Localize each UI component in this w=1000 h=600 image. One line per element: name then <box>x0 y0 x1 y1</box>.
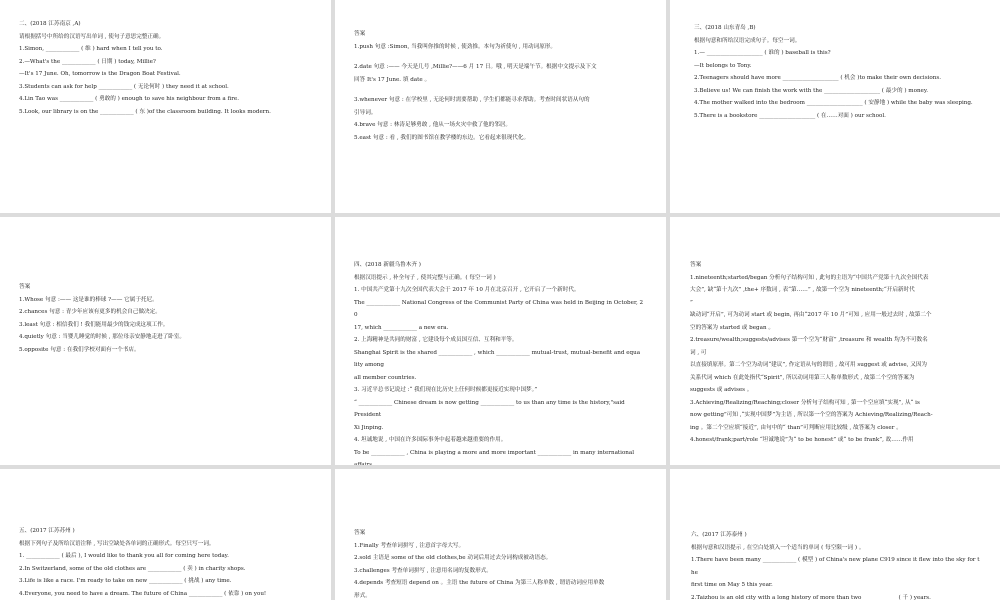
text-line: —It's 17 June. Oh, tomorrow is the Dragon Boat Festival. <box>19 71 181 77</box>
text-line: 3. 习近平总书记说过 :“ 我们现在比历史上任何时候都更接近实现中国梦。” <box>354 387 538 393</box>
text-line: 4. 坦诚地说 , 中国在许多国际事务中起着越来越重要的作用。 <box>354 437 507 443</box>
text-line: 2. 上海精神是共同的财富 , 它建设每个成员国互信、互利和平等。 <box>354 337 518 343</box>
text-line: 1.Simon, ____________ ( 维 ) hard when I tell you to. <box>19 46 163 52</box>
text-line: 3.challenges 考查单词拼写 , 注意用名词的复数形式。 <box>354 567 492 574</box>
text-line: all member countries. <box>354 374 417 381</box>
text-line: 5.Look, our library is on the ____________ ( 东 )of the classroom building. It looks modern. <box>19 108 271 115</box>
text-line: 4.brave 句意 : 林涛足够勇敢 , 他从一场火灾中救了他的邻居。 <box>354 122 512 128</box>
section-heading: 答案 <box>354 31 366 37</box>
page-3 <box>670 0 1000 213</box>
text-line: 3.whenever 句意 : 在学校里 , 无论何时需要帮助 , 学生们都能寻求帮助。考查时间状语从句的 <box>354 97 590 103</box>
text-line: Shanghai Spirit is the shared ____________ , which ____________ mutual-trust, mutual-benefit and equa <box>354 349 641 356</box>
text-line: 关系代词 which 在此处指代“Spirit”, 所以动词用第三人称单数形式 , 故第二个空的答案为 <box>690 374 915 381</box>
text-line: 3.Believe us! We can finish the work with the ____________________ ( 最少的 ) money. <box>694 87 929 94</box>
text-line: To be ____________ , China is playing a more and more important ____________ in many international <box>354 449 635 456</box>
text-line: 大会”, 缺“第十九次” ,the+ 序数词 , 表“第……” , 故第一个空为 nineteenth;“开启新时代 <box>690 287 915 293</box>
text-line: 2.sold 主语是 some of the old clothes,be 动词后用过去分词构成被动语态。 <box>354 555 552 561</box>
text-line: The ____________ National Congress of the Communist Party of China was held in Beijing in October, 2 <box>354 299 644 306</box>
text-line: 词 , 可 <box>690 349 707 356</box>
section-heading: 四、(2018 新疆乌鲁木齐 ) <box>354 262 421 268</box>
text-line: ” <box>690 299 693 306</box>
text-line: 4.honest/frank;part/role “坦诚地说”为“ to be honest” 或“ to be frank”, 故……作用 <box>690 437 914 443</box>
text-line: 1.Whose 句意 :—— 这是谁的棒球 ?—— 它属于托尼。 <box>19 296 158 303</box>
text-line: 1.There have been many ____________ ( 模型 ) of China's new plane C919 since it flew into the sky for t <box>691 557 980 563</box>
text-line: first time on May 5 this year. <box>691 582 773 588</box>
text-line: 回答 It's 17 June. 填 date 。 <box>354 76 431 83</box>
text-line: 引导词。 <box>354 109 377 116</box>
text-line: 1.nineteenth;started/began 分析句子结构可知 , 此句的主语为“中国共产党第十九次全国代表 <box>690 274 929 281</box>
text-line: 以直接填原形。第二个空为动词“建议”, 作定语从句的谓语 , 故可用 suggest 或 advise, 又因为 <box>690 362 928 368</box>
text-line: 1. 中国共产党第十九次全国代表大会于 2017 年 10 月在北京召开 , 它开启了一个新时代。 <box>354 287 580 293</box>
text-line: 3.Achieving/Realizing/Reaching;closer 分析句子结构可知 , 第一个空应填“实现”, 从“ is <box>690 399 920 406</box>
text-line: Xi Jinping. <box>354 424 384 431</box>
section-heading: 六、(2017 江苏泰州 ) <box>691 532 747 538</box>
page-8 <box>335 469 666 600</box>
text-line: 2.treasure/wealth;suggests/advises 第一个空为“财富” ,treasure 和 wealth 均为不可数名 <box>690 337 928 343</box>
text-line: suggests 或 advises 。 <box>690 387 753 393</box>
text-line: 3.least 句意 : 相信我们 ! 我们能用最少的钱完成这项工作。 <box>19 321 169 328</box>
text-line: “ ____________ Chinese dream is now getting ____________ to us than any time is the history,"said <box>354 399 625 406</box>
spacer <box>354 86 666 94</box>
text-line: ing 。第二个空应填“接近”, 由句中的“ than”可判断应用比较级 , 故答案为 closer 。 <box>690 424 902 431</box>
page-6 <box>670 217 1000 465</box>
text-line: 根据句意和汉语提示 , 在空白处填入一个适当的单词 ( 每空限一词 ) 。 <box>691 544 865 551</box>
text-line: 空的答案为 started 或 began 。 <box>690 324 774 331</box>
text-line: 5.There is a bookstore ____________________ ( 在……对面 ) our school. <box>694 112 886 119</box>
text-line: he <box>691 569 698 576</box>
text-line: President <box>354 412 382 418</box>
text-line: 根据汉语提示 , 补全句子 , 使其完整与正确。( 每空一词 ) <box>354 274 496 281</box>
text-line: 形式。 <box>354 592 371 599</box>
text-line: —It belongs to Tony. <box>694 62 752 69</box>
page-2 <box>335 0 666 213</box>
text-line: 0 <box>354 312 358 318</box>
section-heading: 答案 <box>690 262 702 268</box>
page-7 <box>0 469 331 600</box>
text-line: 4.Everyone, you need to have a dream. The future of China ____________ ( 依靠 ) on you! <box>19 590 267 597</box>
text-line: 5.opposite 句意 : 在我们学校对面有一个书店。 <box>19 346 140 353</box>
text-line: 2.—What's the ____________ ( 日期 ) today, Millie? <box>19 58 156 65</box>
page-1 <box>0 0 331 213</box>
text-line: 17, which ____________ a new era. <box>354 324 449 331</box>
text-line: now getting”可知 ,“实现中国梦”为主语 , 所以第一个空的答案为 Achieving/Realizing/Reach- <box>690 412 933 418</box>
text-line: 根据句意和所给汉语完成句子。每空一词。 <box>694 37 801 44</box>
spacer <box>354 53 666 61</box>
text-line: 2.Teenagers should have more ____________________ ( 机会 )to make their own decisions. <box>694 75 941 81</box>
page-5 <box>335 217 666 465</box>
section-heading: 五、(2017 江苏苏州 ) <box>19 528 75 534</box>
text-line: 4.quietly 句意 : 当婴儿睡觉的时候 , 那位母亲安静地走进了卧室。 <box>19 334 186 340</box>
text-line: 4.Lin Tao was ____________ ( 勇敢的 ) enough to save his neighbour from a fire. <box>19 96 240 102</box>
text-line: 1.Finally 考查单词拼写 , 注意首字母大写。 <box>354 542 465 549</box>
text-line: 2.Taizhou is an old city with a long history of more than two ____________ ( 千 ) years. <box>691 594 931 600</box>
section-heading: 答案 <box>354 530 366 536</box>
text-line: 2.In Switzerland, some of the old clothes are ____________ ( 卖 ) in charity shops. <box>19 565 246 572</box>
text-line: 1. ____________ ( 最后 ), I would like to thank you all for coming here today. <box>19 553 229 559</box>
text-line: 1.push 句意 :Simon, 当我叫你推的时候 , 使劲推。本句为祈使句 , 用动词原形。 <box>354 43 556 50</box>
text-line: 4.depends 考查短语 depend on 。主语 the future of China 为第三人称单数 , 谓语动词应用单数 <box>354 580 605 586</box>
text-line: 3.Students can ask for help ____________ ( 无论何时 ) they need it at school. <box>19 83 229 90</box>
text-line: 4.The mother walked into the bedroom ____________________ ( 安静地 ) while the baby was sleeping. <box>694 100 973 106</box>
text-line: 请根据括号中所给的汉语写出单词 , 使句子意思完整正确。 <box>19 33 165 40</box>
text-line: 5.east 句意 : 看 , 我们的图书馆在教学楼的东边。它看起来很现代化。 <box>354 134 530 141</box>
section-heading: 三、(2018 山东青岛 ,B) <box>694 25 756 31</box>
section-heading: 二、(2018 江苏南京 ,A) <box>19 21 81 27</box>
text-line: 缺动词“开启”, 可为动词 start 或 begin, 再由“2017 年 10 月”可知 , 应用一般过去时 , 故第二个 <box>690 312 932 318</box>
text-line: 3.Life is like a race. I'm ready to take on new ____________ ( 挑战 ) any time. <box>19 578 232 584</box>
section-heading: 答案 <box>19 284 31 290</box>
text-line: 根据下列句子及所给汉语注释 , 写出空缺处各单词的正确形式。每空只写一词。 <box>19 540 215 547</box>
page-4 <box>0 217 331 465</box>
text-line: lity among <box>354 362 384 368</box>
text-line: 1.— ____________________ ( 谁的 ) baseball is this? <box>694 50 831 56</box>
text-line: 2.date 句意 :—— 今天是几号 ,Millie?——6 月 17 日。哦 , 明天是端午节。根据中文提示及下文 <box>354 64 597 70</box>
text-line: affairs. <box>354 462 374 465</box>
text-line: 2.chances 句意 : 青少年应该有更多的机会自己做决定。 <box>19 309 161 315</box>
page-9 <box>670 469 1000 600</box>
